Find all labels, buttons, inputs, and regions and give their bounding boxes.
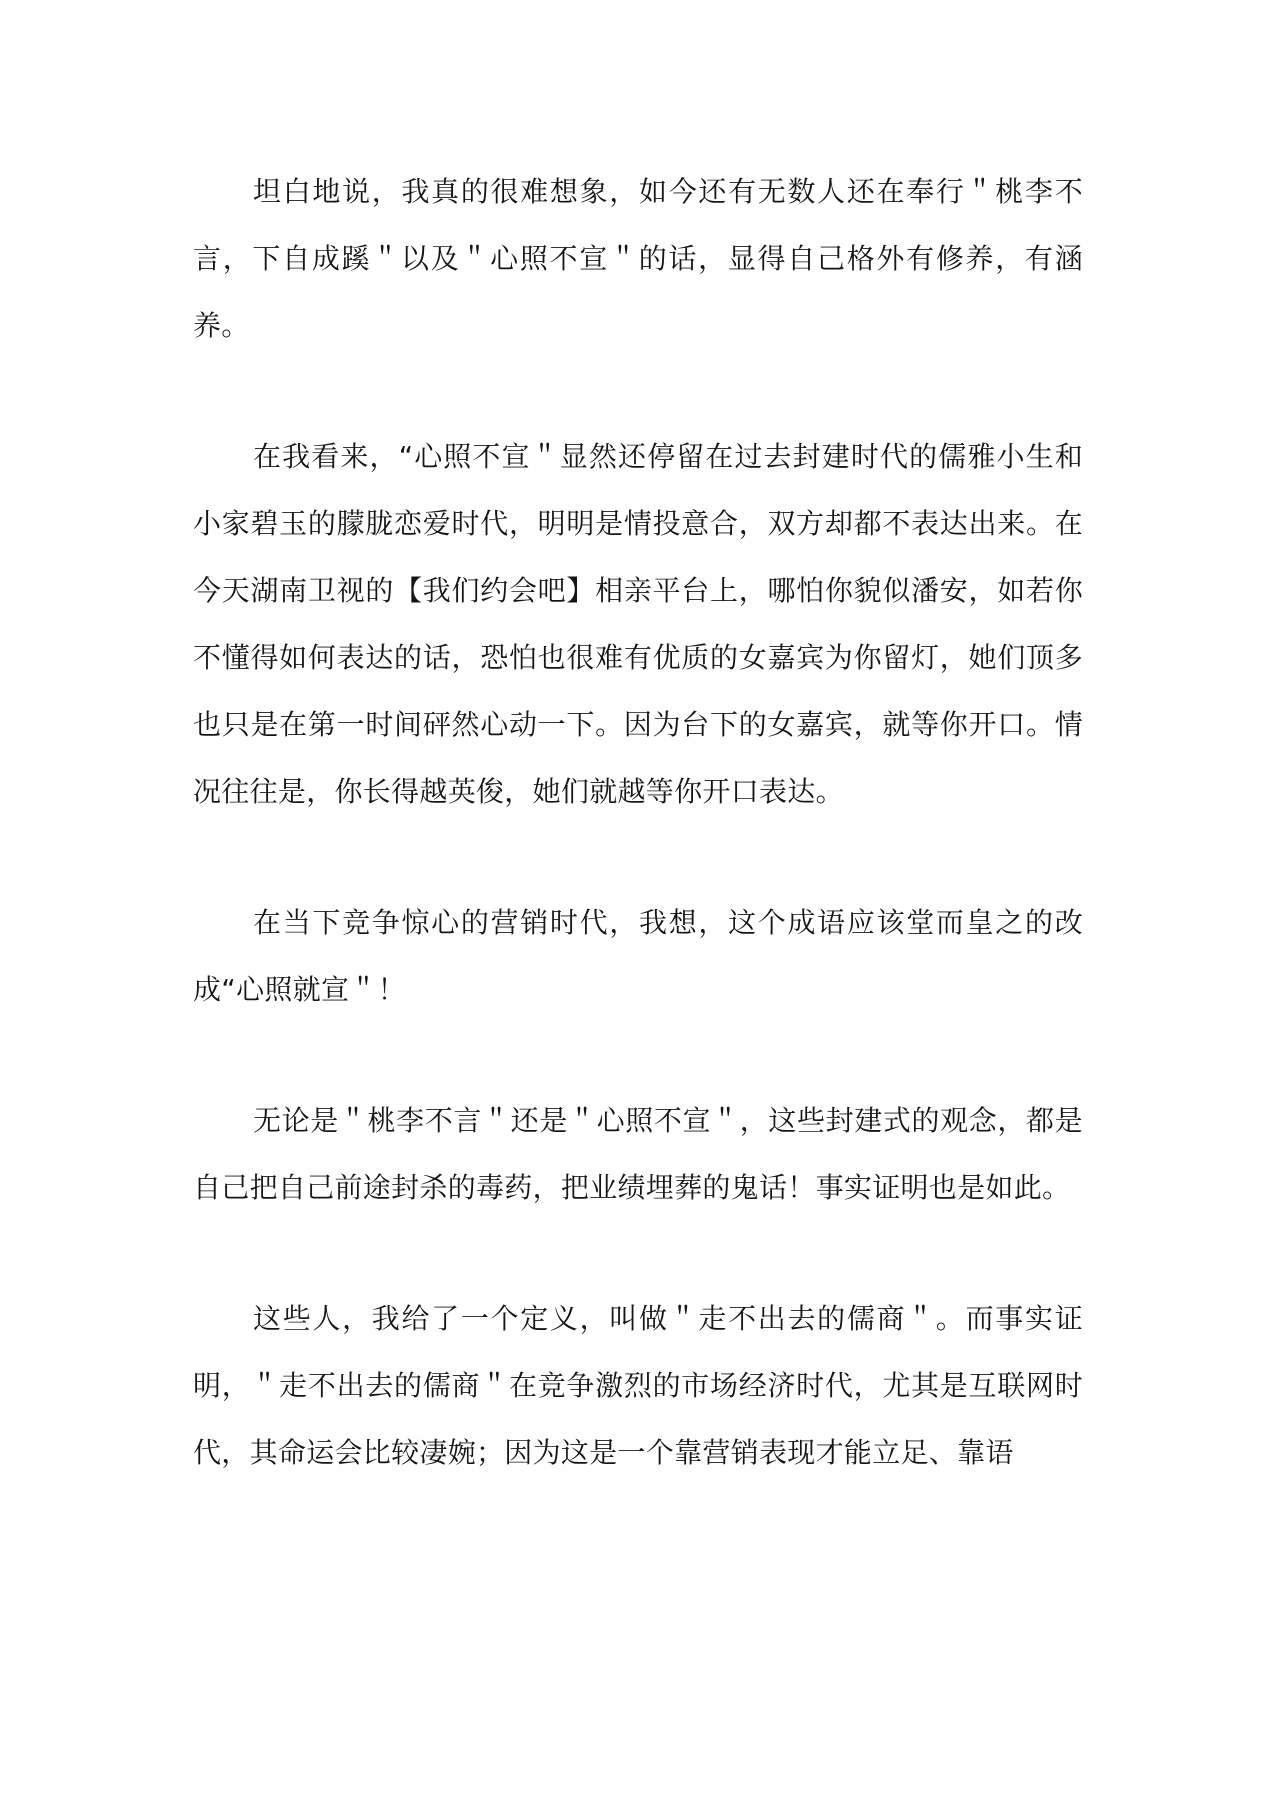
paragraph-1: 坦白地说，我真的很难想象，如今还有无数人还在奉行＂桃李不言，下自成蹊＂以及＂心照不宣＂的话，显得自己格外有修养，有涵养。 xyxy=(193,175,1083,342)
paragraph-5: 这些人，我给了一个定义，叫做＂走不出去的儒商＂。而事实证明，＂走不出去的儒商＂在竞争激烈的市场经济时代，尤其是互联网时代，其命运会比较凄婉；因为这是一个靠营销表现才能立足、靠语 xyxy=(193,1302,1083,1469)
paragraph-2: 在我看来，“心照不宣＂显然还停留在过去封建时代的儒雅小生和小家碧玉的朦胧恋爱时代，明明是情投意合，双方却都不表达出来。在今天湖南卫视的【我们约会吧】相亲平台上，哪怕你貌似潘安，如若你不懂得如何表达的话，恐怕也很难有优质的女嘉宾为你留灯，她们顶多也只是在第一时间砰然心动一下。因为台下的女嘉宾，就等你开口。情况往往是，你长得越英俊，她们就越等你开口表达。 xyxy=(193,440,1083,808)
paragraph-3: 在当下竞争惊心的营销时代，我想，这个成语应该堂而皇之的改成“心照就宣＂！ xyxy=(193,906,1083,1006)
document-body xyxy=(193,158,1083,1486)
paragraph-4: 无论是＂桃李不言＂还是＂心照不宣＂，这些封建式的观念，都是自己把自己前途封杀的毒药，把业绩埋葬的鬼话！事实证明也是如此。 xyxy=(193,1104,1083,1204)
